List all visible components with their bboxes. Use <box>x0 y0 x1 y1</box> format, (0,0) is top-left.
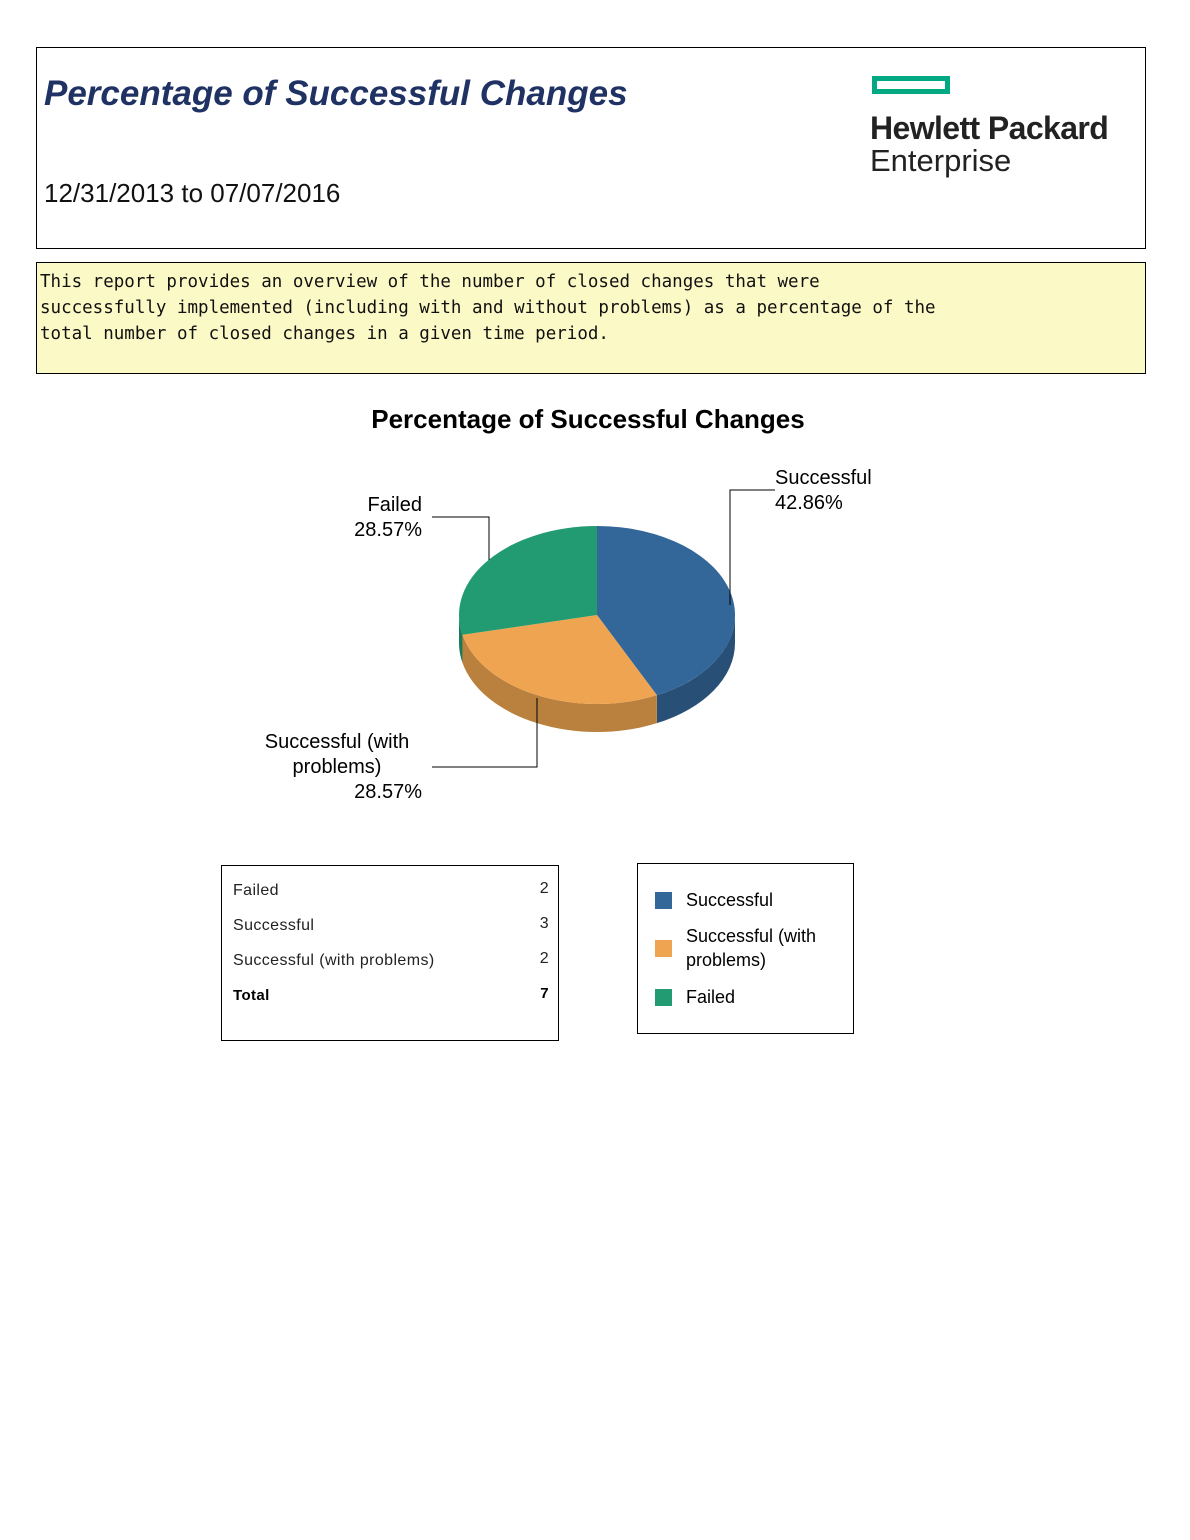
counts-table <box>221 865 559 1041</box>
pie-slices <box>459 526 735 704</box>
callout-successful-percent: 42.86% <box>775 492 843 514</box>
legend-swatch <box>655 892 672 909</box>
legend-label: Failed <box>686 987 736 1007</box>
date-range: 12/31/2013 to 07/07/2016 <box>44 178 341 208</box>
callout-failed <box>322 493 422 543</box>
logo-text-line1: Hewlett Packard <box>870 110 1109 146</box>
table-row-value: 3 <box>539 915 549 932</box>
logo-text-line2: Enterprise <box>870 143 1012 178</box>
legend-swatch <box>655 940 672 957</box>
callout-with-problems-percent: 28.57% <box>354 781 422 803</box>
legend-label: Successful (with <box>686 926 817 946</box>
table-row-label: Failed <box>233 882 279 899</box>
table-row-value: 2 <box>539 950 549 967</box>
report-description: This report provides an overview of the number of closed changes that were successfully implemented (including with and without problems) as a percentage of the total number of closed changes in a given time period. <box>40 272 936 344</box>
table-total-label: Total <box>233 987 270 1004</box>
legend-swatch <box>655 989 672 1006</box>
report-title: Percentage of Successful Changes <box>44 74 628 113</box>
callout-with-problems-name1: Successful (with <box>264 731 410 753</box>
legend-label: Successful <box>686 890 774 910</box>
callout-failed-name: Failed <box>367 494 422 516</box>
leader-line-successful <box>730 490 775 605</box>
callout-successful <box>775 466 872 516</box>
table-row-label: Successful (with problems) <box>233 952 435 969</box>
chart-title: Percentage of Successful Changes <box>371 404 805 434</box>
table-row-value: 2 <box>539 880 549 897</box>
leader-line-failed <box>432 517 489 560</box>
callout-failed-percent: 28.57% <box>354 519 422 541</box>
chart-legend <box>637 863 854 1034</box>
legend-label-line2: problems) <box>686 950 767 970</box>
table-row-label: Successful <box>233 917 315 934</box>
table-total-value: 7 <box>540 985 549 1002</box>
callout-with-problems-name2: problems) <box>292 756 382 778</box>
callout-successful-name: Successful <box>775 467 872 489</box>
callout-with-problems <box>252 730 422 805</box>
